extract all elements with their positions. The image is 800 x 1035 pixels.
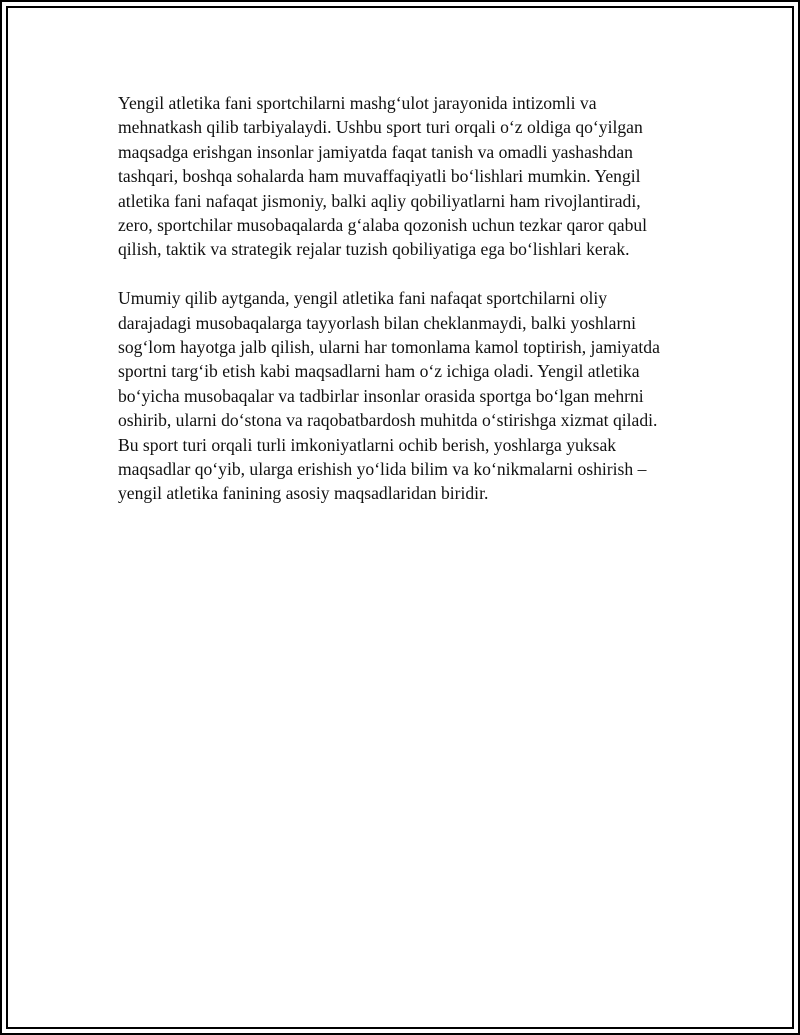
- document-body: [118, 91, 698, 530]
- paragraph-2: Umumiy qilib aytganda, yengil atletika fani nafaqat sportchilarni oliy darajadagi musobaqalarga tayyorlash bilan cheklanmaydi, balki yoshlarni sog‘lom hayotga jalb qilish, ularni har tomonlama kamol toptirish, jamiyatda sportni targ‘ib etish kabi maqsadlarni ham o‘z ichiga oladi. Yengil atletika bo‘yicha musobaqalar va tadbirlar insonlar orasida sportga bo‘lgan mehrni oshirib, ularni do‘stona va raqobatbardosh muhitda o‘stirishga xizmat qiladi. Bu sport turi orqali turli imkoniyatlarni ochib berish, yoshlarga yuksak maqsadlar qo‘yib, ularga erishish yo‘lida bilim va ko‘nikmalarni oshirish – yengil atletika fanining asosiy maqsadlaridan biridir.: [118, 288, 660, 504]
- paragraph-1: Yengil atletika fani sportchilarni mashg‘ulot jarayonida intizomli va mehnatkash qilib tarbiyalaydi. Ushbu sport turi orqali o‘z oldiga qo‘yilgan maqsadga erishgan insonlar jamiyatda faqat tanish va omadli yashashdan tashqari, boshqa sohalarda ham muvaffaqiyatli bo‘lishlari mumkin. Yengil atletika fani nafaqat jismoniy, balki aqliy qobiliyatlarni ham rivojlantiradi, zero, sportchilar musobaqalarda g‘alaba qozonish uchun tezkar qaror qabul qilish, taktik va strategik rejalar tuzish qobiliyatiga ega bo‘lishlari kerak.: [118, 93, 648, 260]
